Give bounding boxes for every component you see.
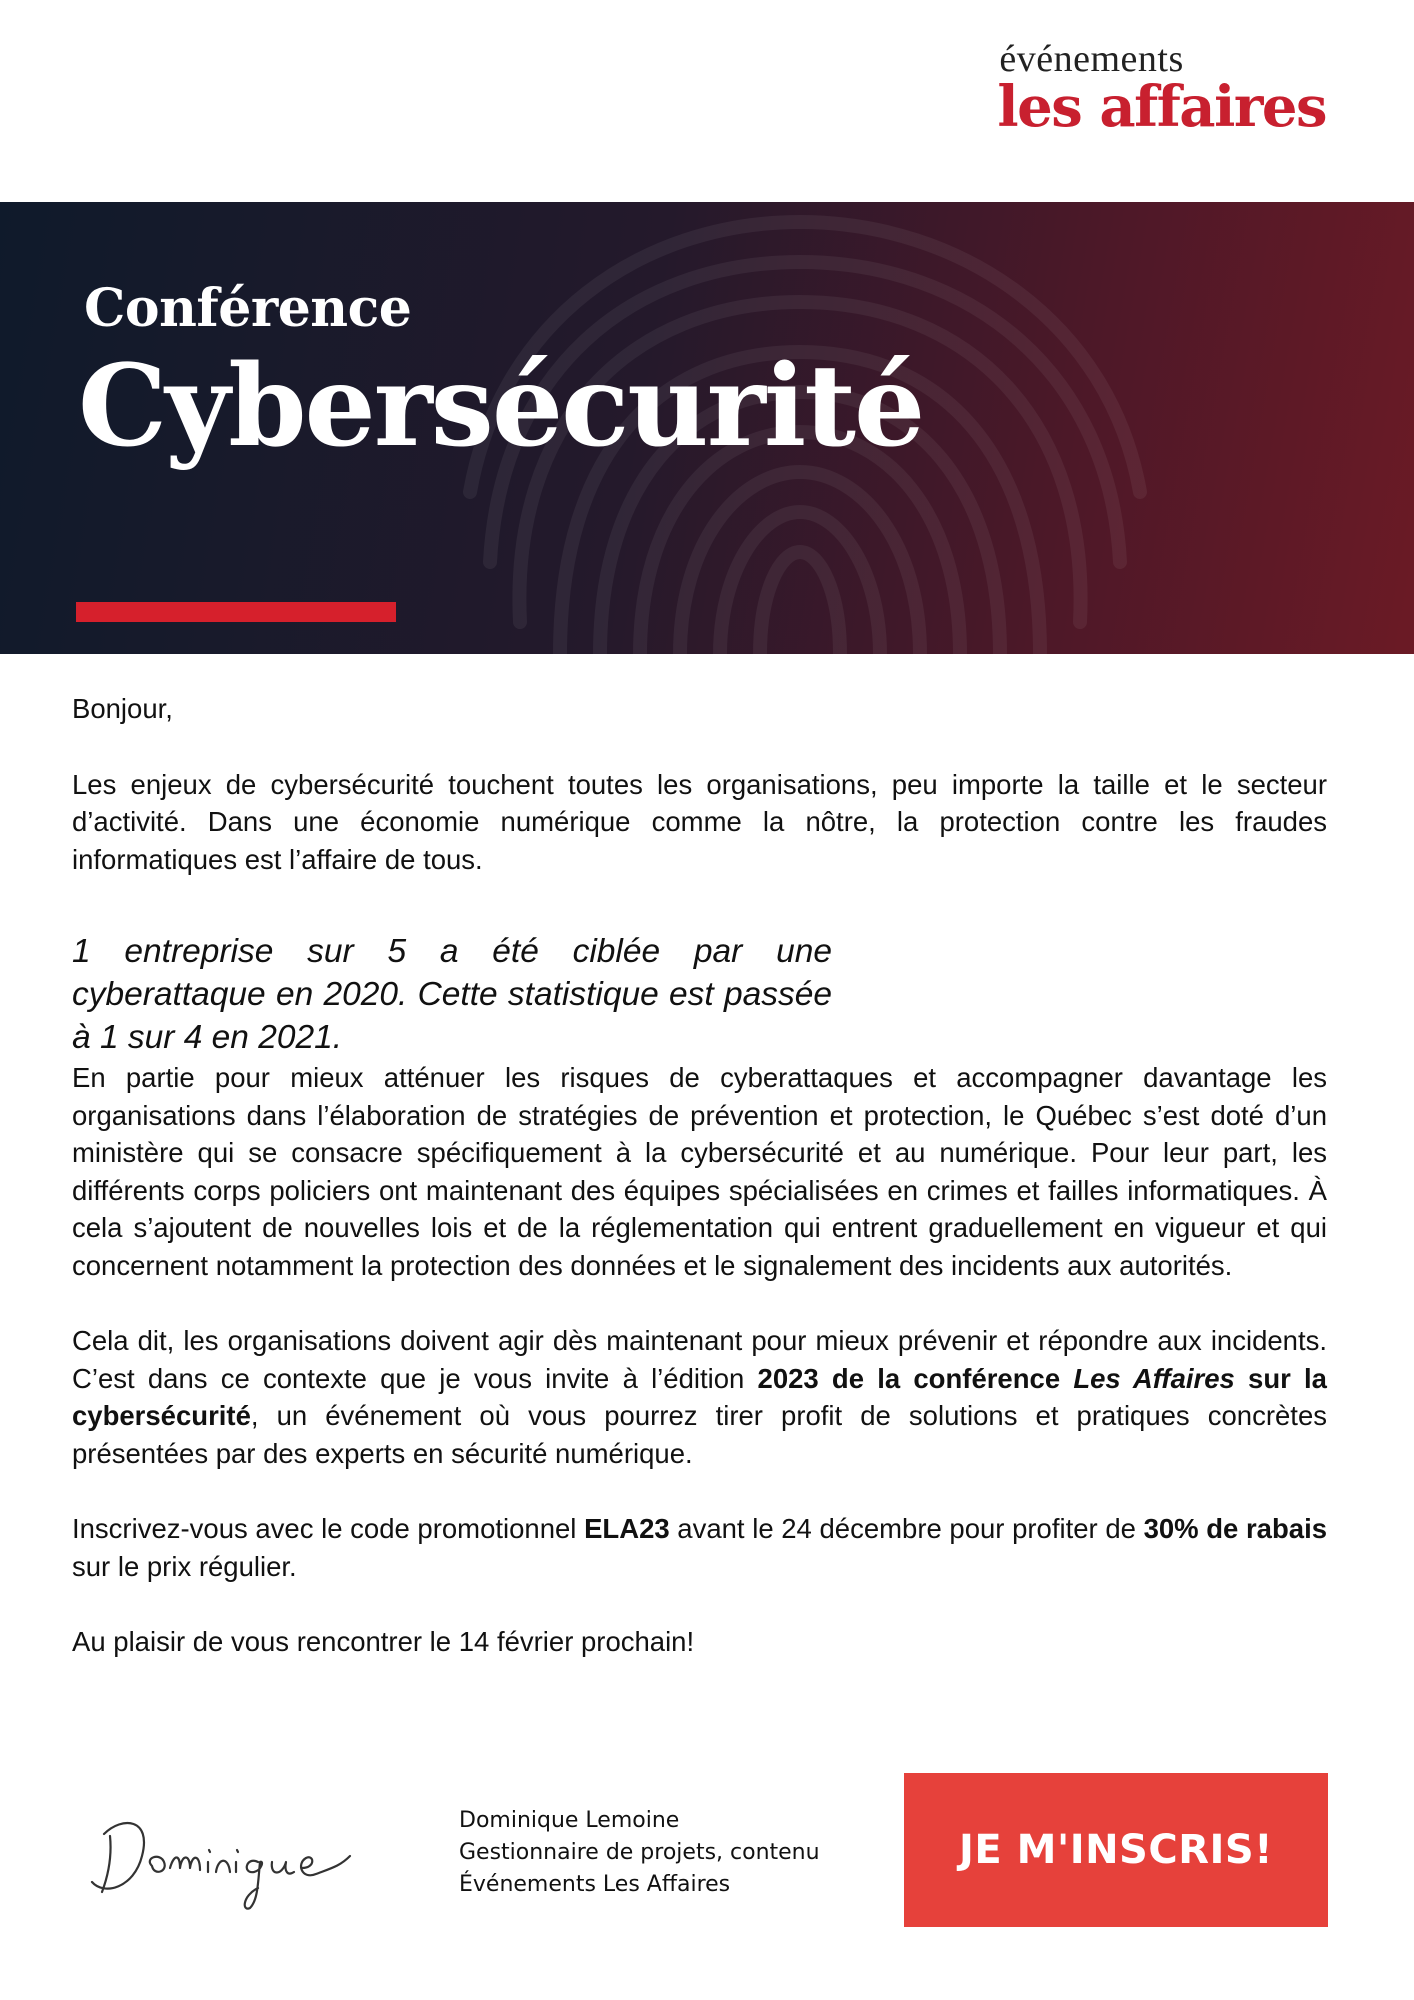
- brand-logo: [997, 38, 1326, 140]
- hero-banner: [0, 202, 1414, 654]
- paragraph-context: En partie pour mieux atténuer les risques de cyberattaques et accompagner davantage les organisations dans l’élaboration de stratégies de prévention et protection, le Québec s’est doté d’un ministère qui se consacre spécifiquement à la cybersécurité et au numérique. Pour leur part, les différents corps policiers ont maintenant des équipes spécialisées en crimes et failles informatiques. À cela s’ajoutent de nouvelles lois et de la réglementation qui entrent graduellement en vigueur et qui concernent notamment la protection des données et le signalement des incidents aux autorités.: [72, 1062, 1327, 1281]
- logo-line-2: les affaires: [997, 74, 1326, 140]
- logo-line-1: événements: [999, 38, 1184, 80]
- paragraph-closing: Au plaisir de vous rencontrer le 14 février prochain!: [72, 1626, 695, 1657]
- paragraph-invitation: [72, 1322, 1327, 1472]
- signer-organization: Événements Les Affaires: [459, 1872, 731, 1897]
- event-name-part-1: 2023 de la conférence: [757, 1362, 1074, 1394]
- promo-text-2: avant le 24 décembre pour profiter de: [669, 1513, 1144, 1544]
- invitation-text-2: , un événement où vous pourrez tirer profit de solutions et pratiques concrètes présentées par des experts en sécurité numérique.: [72, 1400, 1327, 1469]
- hero-title: Cybersécurité: [78, 341, 924, 472]
- greeting: Bonjour,: [72, 693, 173, 724]
- letter-body: [72, 690, 1327, 1661]
- signature-block: [459, 1805, 820, 1901]
- paragraph-intro: Les enjeux de cybersécurité touchent toutes les organisations, peu importe la taille et le secteur d’activité. Dans une économie numérique comme la nôtre, la protection contre les fraudes informatiques est l’affaire de tous.: [72, 768, 1327, 875]
- invitation-text-1: Cela dit, les organisations doivent agir dès maintenant pour mieux prévenir et répondre aux incidents. C’est dans ce contexte que je vous invite à l’édition: [72, 1325, 1327, 1394]
- promo-text-1: Inscrivez-vous avec le code promotionnel: [72, 1513, 585, 1544]
- promo-text-3: sur le prix régulier.: [72, 1550, 297, 1582]
- handwritten-signature: [82, 1796, 442, 1916]
- signer-name: Dominique Lemoine: [459, 1808, 680, 1833]
- event-name-part-2: sur la cybersécurité: [72, 1362, 1327, 1431]
- hero-accent-bar: [76, 602, 396, 622]
- event-name-brand: Les Affaires: [1073, 1362, 1235, 1394]
- register-button[interactable]: JE M'INSCRIS!: [904, 1773, 1328, 1927]
- hero-subtitle: Conférence: [84, 278, 412, 339]
- signature-lettering: Dominique: [82, 1796, 87, 1797]
- paragraph-promo: [72, 1510, 1327, 1585]
- statistic-quote: 1 entreprise sur 5 a été ciblée par une cyberattaque en 2020. Cette statistique est passée à 1 sur 4 en 2021.: [72, 933, 832, 1056]
- signer-role: Gestionnaire de projets, contenu: [459, 1840, 820, 1865]
- promo-code: ELA23: [584, 1513, 670, 1544]
- promo-discount: 30% de rabais: [1143, 1513, 1327, 1544]
